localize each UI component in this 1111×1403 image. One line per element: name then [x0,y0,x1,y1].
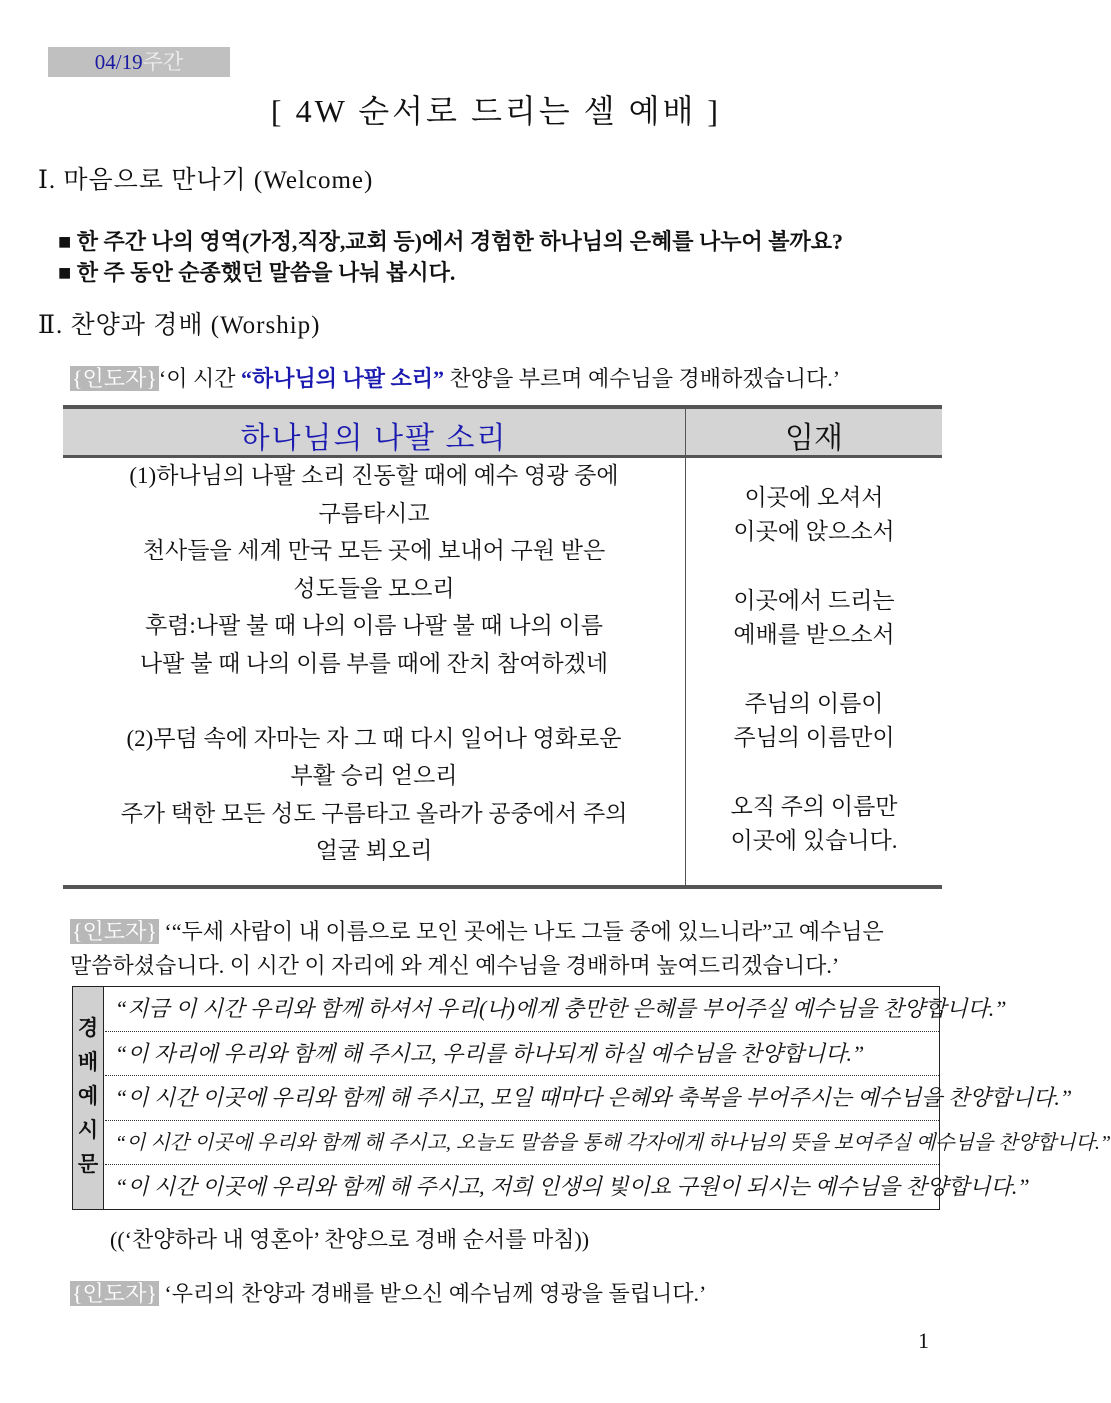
lyric-line: 나팔 불 때 나의 이름 부를 때에 잔치 참여하겠네 [139,650,609,676]
lyric-line: 후렴:나팔 불 때 나의 이름 나팔 불 때 나의 이름 [144,613,604,638]
leader-tag: {인도자} [72,919,157,944]
week-label: 주간 [142,50,184,74]
bullet-2: ■ 한 주 동안 순종했던 말씀을 나눠 봅시다. [58,260,456,285]
worship-prayer-table [72,986,1111,1210]
response-line: 주님의 이름만이 [733,725,895,750]
prayer-row: “이 자리에 우리와 함께 해 주시고, 우리를 하나되게 하실 예수님을 찬양합니다.” [105,1032,939,1077]
lyric-line: 얼굴 뵈오리 [315,838,433,863]
intro-song-title: “하나님의 나팔 소리” [240,366,445,391]
intro-text: ‘이 시간 [158,366,241,391]
response-lyrics [686,481,942,858]
week-badge [48,47,230,77]
side-char: 시 [77,1118,99,1142]
side-header: 임재 [785,422,843,455]
prayer-side-label [73,987,104,1209]
leader-quote-line1: ‘“두세 사람이 내 이름으로 모인 곳에는 나도 그들 중에 있느니라”고 예수님은 [164,919,884,944]
week-date: 04/19 [94,50,143,74]
prayer-row: “이 시간 이곳에 우리와 함께 해 주시고, 저희 인생의 빛이요 구원이 되시는 예수님을 찬양합니다.” [115,1174,1030,1200]
leader-quote [70,915,950,983]
side-char: 배 [77,1050,99,1074]
lyric-line: (2)무덤 속에 자마는 자 그 때 다시 일어나 영화로운 [126,725,622,751]
response-line: 이곳에 있습니다. [730,828,898,853]
lyric-line: 주가 택한 모든 성도 구름타고 올라가 공중에서 주의 [120,800,628,826]
song-lyrics [63,457,685,870]
response-line: 주님의 이름이 [744,691,884,716]
page-title: [ 4W 순서로 드리는 셀 예배 ] [270,93,722,129]
section1-heading: Ⅰ. 마음으로 만나기 (Welcome) [38,167,374,194]
side-char: 예 [77,1084,99,1108]
response-line: 예배를 받으소서 [733,622,895,647]
lyric-line: (1)하나님의 나팔 소리 진동할 때에 예수 영광 중에 [129,463,619,488]
intro-text-end: 찬양을 부르며 예수님을 경배하겠습니다.’ [444,366,841,391]
leader-tag: {인도자} [72,1281,157,1306]
leader-intro [70,362,840,393]
lyric-line: 성도들을 모으리 [293,575,455,601]
song-table [63,405,942,889]
leader-quote-line2: 말씀하셨습니다. 이 시간 이 자리에 와 계신 예수님을 경배하며 높여드리겠습니다.’ [70,953,840,978]
lyric-line: 부활 승리 얻으리 [290,763,458,788]
song-title: 하나님의 나팔 소리 [240,422,508,455]
response-line: 이곳에 오셔서 [744,485,884,510]
leader-tag: {인도자} [72,366,157,391]
section2-heading: Ⅱ. 찬양과 경배 (Worship) [38,312,321,339]
response-line: 이곳에서 드리는 [733,588,895,613]
leader-closing [70,1277,706,1308]
lyric-line: 천사들을 세계 만국 모든 곳에 보내어 구원 받은 [142,538,606,563]
leader-closing-text: ‘우리의 찬양과 경배를 받으신 예수님께 영광을 돌립니다.’ [158,1281,707,1306]
lyric-line [63,682,685,720]
closing-note: ((‘찬양하라 내 영혼아’ 찬양으로 경배 순서를 마침)) [110,1227,590,1252]
page-number: 1 [918,1328,929,1353]
side-char: 경 [77,1016,99,1040]
response-line: 오직 주의 이름만 [730,794,898,819]
side-char: 문 [77,1152,99,1176]
prayer-row: “이 시간 이곳에 우리와 함께 해 주시고, 오늘도 말씀을 통해 각자에게 하나님의 뜻을 보여주실 예수님을 찬양합니다.” [105,1121,939,1166]
response-line: 이곳에 앉으소서 [733,519,895,544]
prayer-row: “지금 이 시간 우리와 함께 하셔서 우리(나)에게 충만한 은혜를 부어주실 예수님을 찬양합니다.” [105,987,939,1032]
prayer-row: “이 시간 이곳에 우리와 함께 해 주시고, 모일 때마다 은혜와 축복을 부어주시는 예수님을 찬양합니다.” [105,1076,939,1121]
bullet-1: ■ 한 주간 나의 영역(가정,직장,교회 등)에서 경험한 하나님의 은혜를 나누어 볼까요? [58,229,844,254]
lyric-line: 구름타시고 [318,500,430,526]
